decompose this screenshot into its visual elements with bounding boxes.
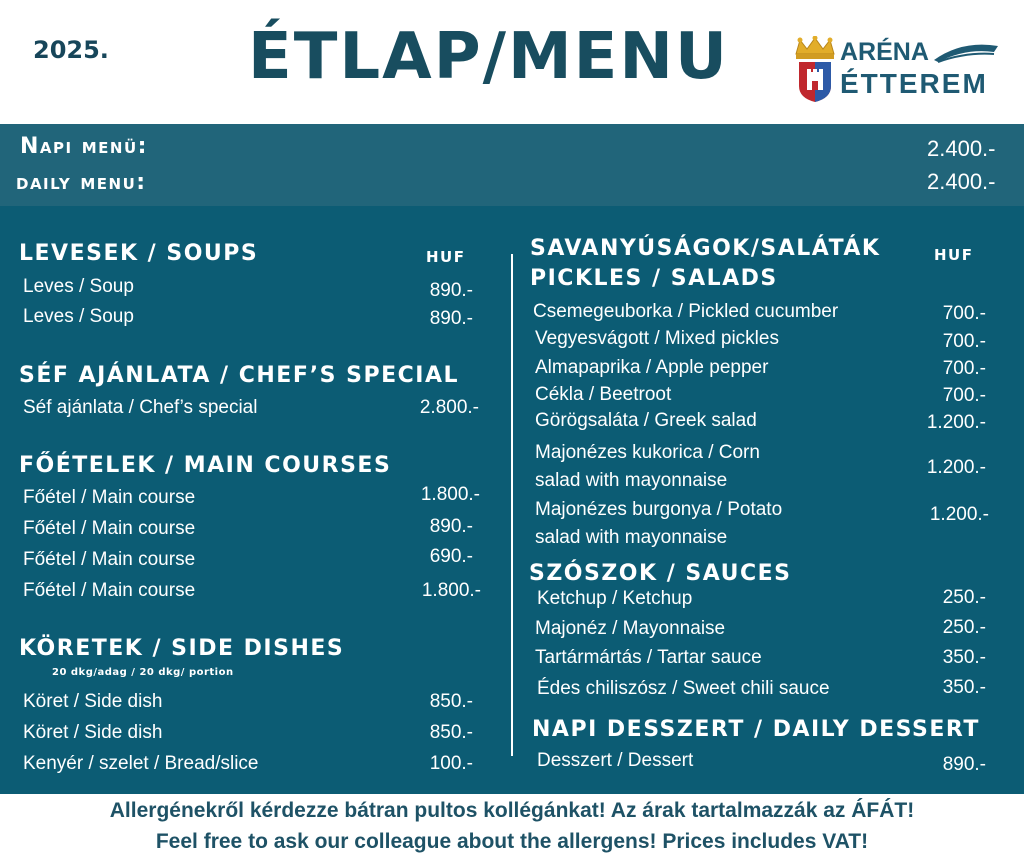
menu-price-side-1: 850.- [429, 691, 473, 712]
section-title-chef: SÉF AJÁNLATA / CHEF’S SPECIAL [19, 363, 459, 388]
menu-item-sauce-4: Édes chiliszósz / Sweet chili sauce [537, 678, 830, 699]
menu-item-salad-3: Almapaprika / Apple pepper [535, 357, 769, 378]
logo-text-arena: ARÉNA [840, 38, 929, 66]
daily-menu-price-en: 2.400.- [927, 169, 996, 194]
menu-item-main-4: Főétel / Main course [23, 580, 196, 601]
menu-price-sauce-3: 350.- [942, 647, 986, 668]
currency-header-right: HUF [934, 246, 974, 264]
menu-item-main-3: Főétel / Main course [23, 549, 196, 570]
currency-header-left: HUF [426, 248, 466, 266]
section-title-salads-1: SAVANYÚSÁGOK/SALÁTÁK [530, 236, 881, 261]
menu-item-sauce-3: Tartármártás / Tartar sauce [535, 647, 762, 668]
menu-item-soup-1: Leves / Soup [23, 276, 134, 297]
menu-item-side-2: Köret / Side dish [23, 722, 163, 743]
menu-item-sauce-1: Ketchup / Ketchup [537, 588, 693, 609]
logo-text-etterem: ÉTTEREM [840, 68, 988, 99]
section-subtitle-portion: 20 dkg/adag / 20 dkg/ portion [52, 667, 234, 678]
section-title-salads-2: PICKLES / SALADS [530, 266, 778, 291]
menu-item-salad-4: Cékla / Beetroot [535, 384, 672, 405]
section-title-sides: KÖRETEK / SIDE DISHES [19, 636, 345, 661]
section-title-dessert: NAPI DESSZERT / DAILY DESSERT [532, 717, 980, 742]
menu-price-sauce-1: 250.- [942, 587, 986, 608]
menu-price-side-2: 850.- [429, 722, 473, 743]
menu-price-salad-1: 700.- [942, 303, 986, 324]
menu-item-salad-7-line2: salad with mayonnaise [535, 527, 728, 548]
section-title-main: FŐÉTELEK / MAIN COURSES [19, 453, 392, 478]
menu-item-salad-6-line1: Majonézes kukorica / Corn [535, 442, 760, 463]
daily-menu-band [0, 124, 1024, 206]
menu-item-soup-2: Leves / Soup [23, 306, 134, 327]
menu-price-soup-2: 890.- [429, 308, 473, 329]
menu-price-salad-6: 1.200.- [926, 457, 986, 478]
menu-price-salad-4: 700.- [942, 385, 986, 406]
menu-price-salad-7: 1.200.- [929, 504, 989, 525]
allergen-notice-hu: Allergénekről kérdezze bátran pultos kollégánkat! Az árak tartalmazzák az ÁFÁT! [109, 799, 915, 822]
section-title-sauces: SZÓSZOK / SAUCES [529, 561, 792, 586]
menu-price-sauce-4: 350.- [942, 677, 986, 698]
menu-item-salad-1: Csemegeuborka / Pickled cucumber [533, 301, 839, 322]
menu-price-sauce-2: 250.- [942, 617, 986, 638]
daily-menu-label-en: daily menu: [16, 170, 147, 195]
menu-item-main-2: Főétel / Main course [23, 518, 196, 539]
menu-price-dessert-1: 890.- [942, 754, 986, 775]
menu-price-main-2: 890.- [429, 516, 473, 537]
arena-etterem-logo [792, 36, 1002, 104]
menu-item-salad-7-line1: Majonézes burgonya / Potato [535, 499, 783, 520]
menu-item-salad-5: Görögsaláta / Greek salad [535, 410, 757, 431]
menu-price-salad-5: 1.200.- [926, 412, 986, 433]
crown-shield-icon [792, 36, 838, 104]
menu-item-bread: Kenyér / szelet / Bread/slice [23, 753, 259, 774]
section-title-soups: LEVESEK / SOUPS [19, 241, 259, 266]
allergen-notice-en: Feel free to ask our colleague about the allergens! Prices includes VAT! [155, 830, 869, 853]
menu-price-chef-1: 2.800.- [419, 397, 479, 418]
column-divider [511, 254, 513, 756]
menu-item-chef-1: Séf ajánlata / Chef’s special [23, 397, 258, 418]
menu-item-dessert-1: Desszert / Dessert [537, 750, 694, 771]
daily-menu-label-hu: Napi menü: [20, 134, 148, 159]
menu-item-sauce-2: Majonéz / Mayonnaise [535, 618, 726, 639]
menu-price-salad-2: 700.- [942, 331, 986, 352]
menu-price-main-1: 1.800.- [420, 484, 480, 505]
stadium-roof-icon [932, 40, 1000, 64]
page-title: ÉTLAP/MENU [248, 20, 729, 94]
menu-price-main-3: 690.- [429, 546, 473, 567]
menu-item-side-1: Köret / Side dish [23, 691, 163, 712]
menu-price-main-4: 1.800.- [421, 580, 481, 601]
menu-price-salad-3: 700.- [942, 358, 986, 379]
menu-year: 2025. [33, 36, 109, 64]
menu-price-soup-1: 890.- [429, 280, 473, 301]
menu-item-salad-6-line2: salad with mayonnaise [535, 470, 728, 491]
menu-price-bread: 100.- [429, 753, 473, 774]
menu-item-main-1: Főétel / Main course [23, 487, 196, 508]
daily-menu-price-hu: 2.400.- [927, 136, 996, 161]
menu-item-salad-2: Vegyesvágott / Mixed pickles [535, 328, 779, 349]
